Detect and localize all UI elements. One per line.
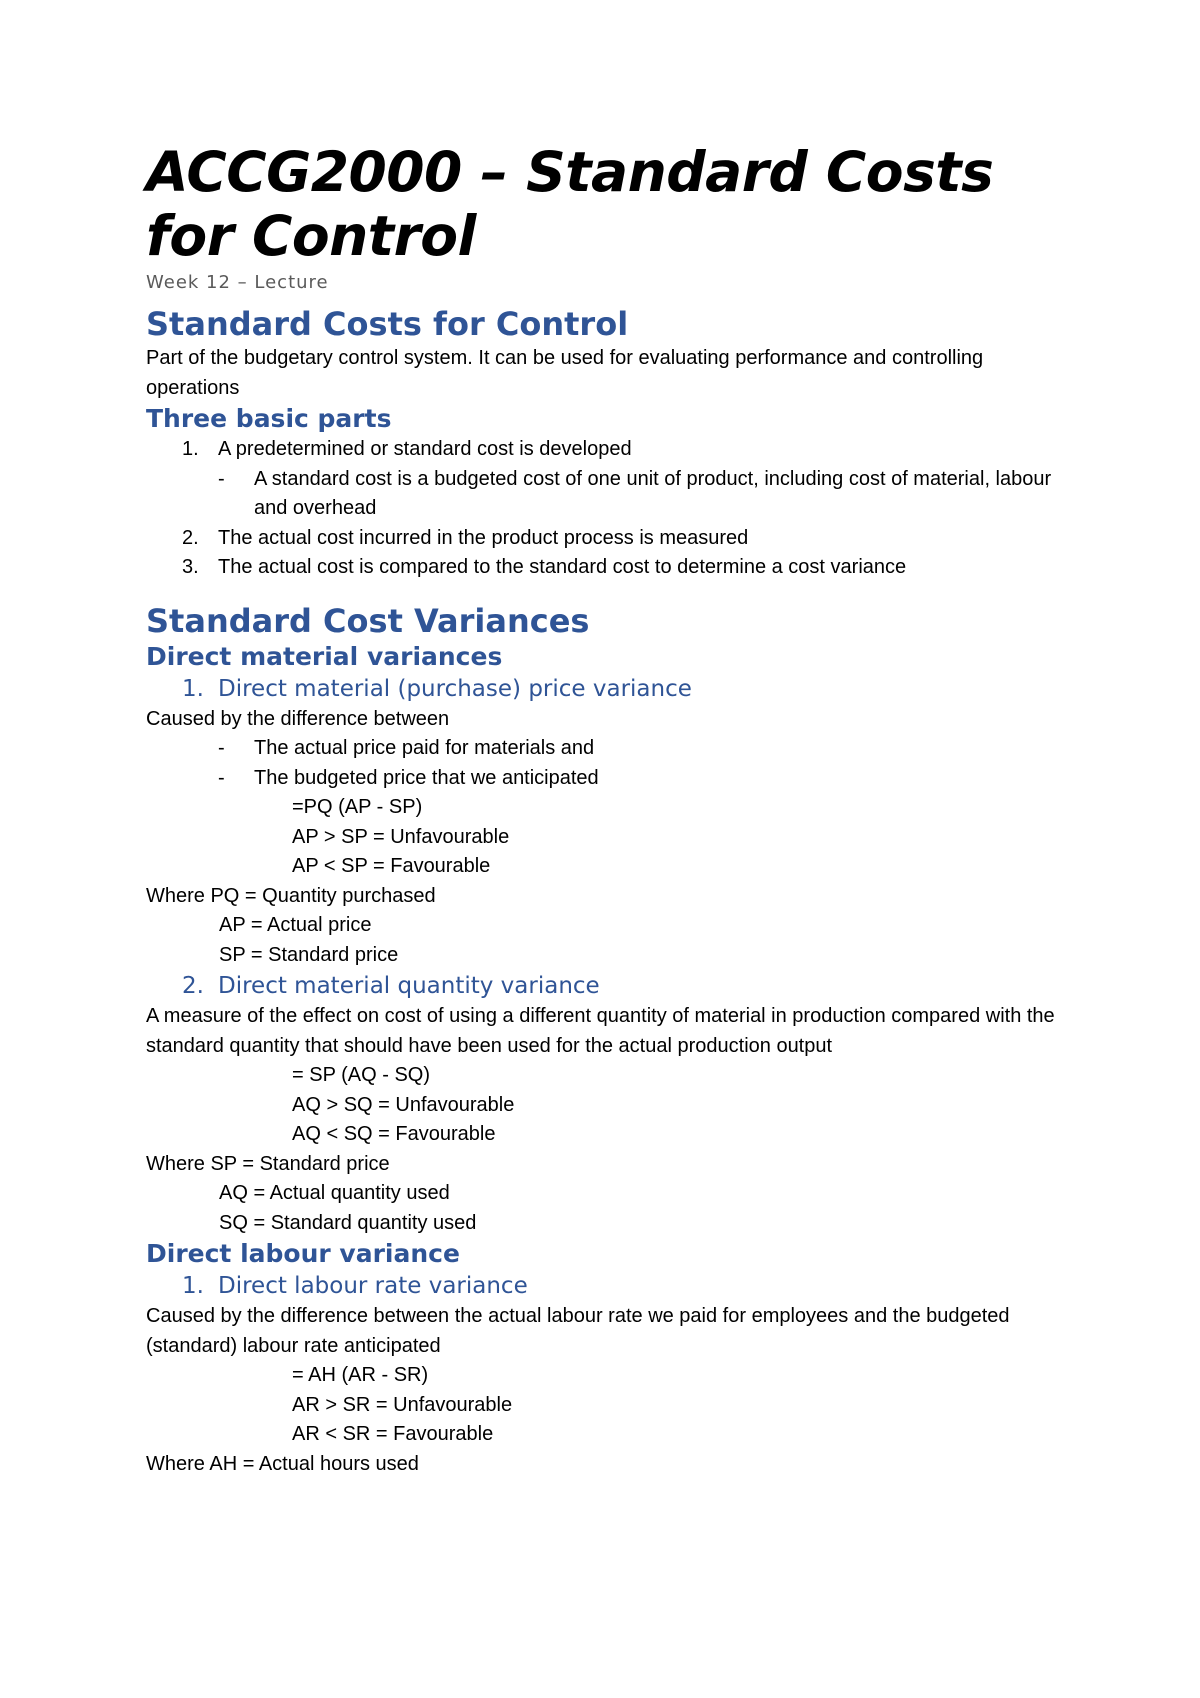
formula-line: AP > SP = Unfavourable — [292, 825, 510, 848]
list-item-text: The actual cost incurred in the product process is measured — [218, 526, 749, 549]
where-line: SP = Standard price — [219, 943, 399, 966]
document-title: ACCG2000 – Standard Costs for Control — [146, 140, 994, 268]
list-number: 1. — [182, 438, 199, 460]
heading-number: 1. — [182, 1273, 204, 1299]
where-line: Where SP = Standard price — [146, 1152, 390, 1175]
where-line: AQ = Actual quantity used — [219, 1182, 450, 1204]
list-item-dash — [146, 734, 1076, 764]
formula-line: AQ < SQ = Favourable — [292, 1123, 496, 1145]
heading-text: Direct material (purchase) price variance — [218, 675, 692, 702]
list-item-text: A standard cost is a budgeted cost of one unit of product, including cost of material, labour and overhead — [254, 467, 1052, 519]
list-item — [146, 524, 1076, 554]
where-line: Where PQ = Quantity purchased — [146, 884, 436, 907]
where-line: AP = Actual price — [219, 914, 372, 936]
paragraph: Caused by the difference between the actual labour rate we paid for employees and the budgeted (standard) labour rate anticipated — [146, 1305, 1010, 1357]
heading-number: 2. — [182, 973, 204, 999]
list-item-dash — [146, 465, 1076, 524]
subheading-three-basic-parts: Three basic parts — [146, 404, 392, 433]
heading-text: Direct labour rate variance — [218, 1273, 528, 1299]
list-item — [146, 553, 1076, 583]
section-heading-standard-costs: Standard Costs for Control — [146, 305, 629, 343]
formula-line: AP < SP = Favourable — [292, 855, 491, 877]
list-bullet: - — [218, 766, 225, 789]
formula-line: = AH (AR - SR) — [292, 1364, 429, 1386]
list-bullet: - — [218, 467, 225, 490]
subheading-direct-labour: Direct labour variance — [146, 1239, 460, 1268]
paragraph: A measure of the effect on cost of using a different quantity of material in production compared with the standard quantity that should have been used for the actual production output — [146, 1005, 1055, 1057]
formula-line: AR > SR = Unfavourable — [292, 1393, 513, 1416]
list-number: 2. — [182, 526, 199, 549]
heading-dm-quantity-variance — [146, 970, 1076, 1002]
formula-line: =PQ (AP - SP) — [292, 796, 423, 818]
section-heading-variances: Standard Cost Variances — [146, 601, 590, 640]
formula-line: AR < SR = Favourable — [292, 1423, 494, 1445]
document-page — [146, 140, 1076, 1479]
heading-dm-price-variance — [146, 673, 1076, 705]
list-item-text: A predetermined or standard cost is developed — [218, 438, 632, 460]
document-subtitle: Week 12 – Lecture — [146, 272, 329, 293]
list-item — [146, 435, 1076, 465]
subheading-direct-material: Direct material variances — [146, 641, 503, 671]
where-line: Where AH = Actual hours used — [146, 1452, 419, 1475]
list-bullet: - — [218, 737, 225, 759]
list-number: 3. — [182, 556, 199, 578]
list-item-text: The actual price paid for materials and — [254, 737, 595, 759]
list-item-dash — [146, 764, 1076, 794]
heading-text: Direct material quantity variance — [218, 973, 600, 999]
heading-dl-rate-variance — [146, 1270, 1076, 1302]
formula-line: = SP (AQ - SQ) — [292, 1064, 430, 1086]
section-intro: Part of the budgetary control system. It can be used for evaluating performance and controlling operations — [146, 347, 984, 399]
list-item-text: The actual cost is compared to the standard cost to determine a cost variance — [218, 556, 907, 578]
formula-line: AQ > SQ = Unfavourable — [292, 1093, 515, 1116]
paragraph: Caused by the difference between — [146, 707, 450, 730]
list-item-text: The budgeted price that we anticipated — [254, 766, 599, 789]
heading-number: 1. — [182, 675, 204, 702]
where-line: SQ = Standard quantity used — [219, 1211, 477, 1234]
